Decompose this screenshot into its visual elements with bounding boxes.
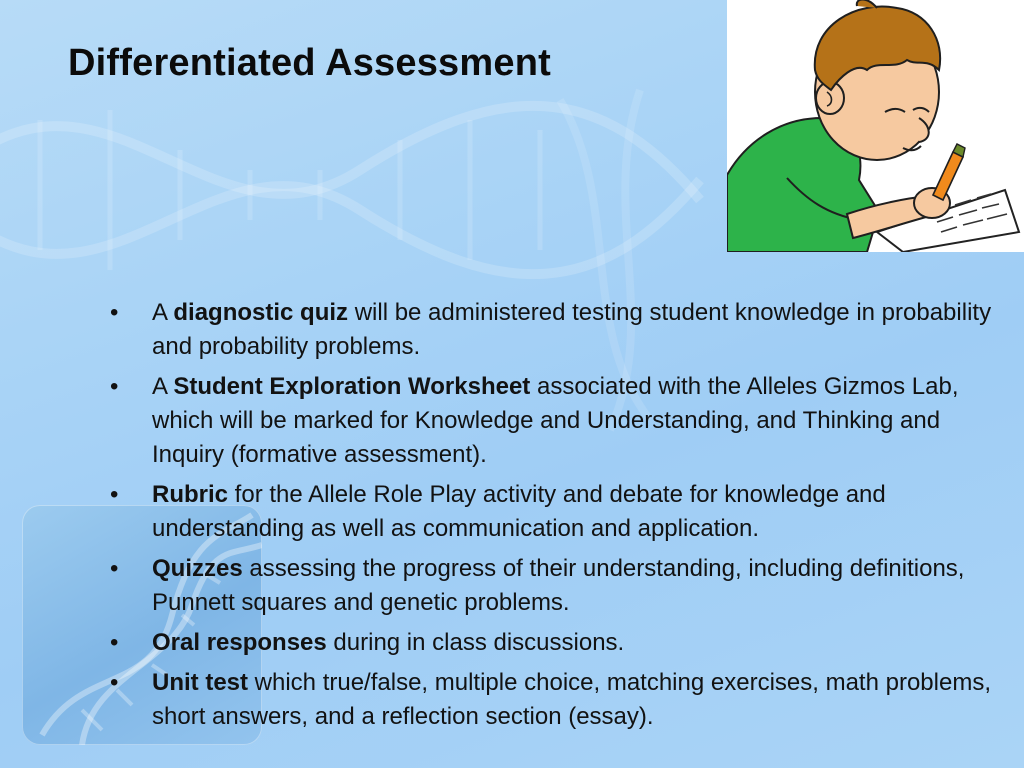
- bullet-lead: A: [152, 299, 174, 326]
- bullet-text: during in class discussions.: [326, 629, 625, 656]
- boy-writing-on-paper-icon: [727, 0, 1024, 252]
- assessment-bullet-list: [110, 296, 1015, 740]
- bullet-text: associated with the Alleles Gizmos Lab, which will be marked for Knowledge and Understanding, and Thinking and Inquiry (formative assessment).: [152, 373, 959, 468]
- bullet-marker: •: [110, 669, 119, 696]
- bullet-lead: A: [152, 373, 174, 400]
- bullet-marker: •: [110, 373, 119, 400]
- bullet-keyword: Rubric: [152, 481, 229, 508]
- bullet-marker: •: [110, 481, 119, 508]
- bullet-item: [110, 666, 1015, 734]
- bullet-marker: •: [110, 299, 119, 326]
- bullet-keyword: diagnostic quiz: [173, 299, 349, 326]
- bullet-text: for the Allele Role Play activity and debate for knowledge and understanding as well as communication and application.: [152, 481, 886, 542]
- bullet-item: [110, 626, 1015, 660]
- slide-title: Differentiated Assessment: [68, 42, 551, 84]
- bullet-text: will be administered testing student knowledge in probability and probability problems.: [152, 299, 992, 360]
- bullet-keyword: Oral responses: [152, 629, 327, 656]
- bullet-item: [110, 552, 1015, 620]
- bullet-keyword: Student Exploration Worksheet: [173, 373, 531, 400]
- bullet-marker: •: [110, 629, 119, 656]
- bullet-item: [110, 296, 1015, 364]
- bullet-keyword: Unit test: [152, 669, 248, 696]
- bullet-text: which true/false, multiple choice, matching exercises, math problems, short answers, and a reflection section (essay).: [152, 669, 991, 730]
- bullet-marker: •: [110, 555, 119, 582]
- bullet-item: [110, 478, 1015, 546]
- bullet-item: [110, 370, 1015, 472]
- bullet-text: assessing the progress of their understanding, including definitions, Punnett squares and genetic problems.: [152, 555, 965, 616]
- illustration-frame: [727, 0, 1024, 252]
- bullet-keyword: Quizzes: [152, 555, 243, 582]
